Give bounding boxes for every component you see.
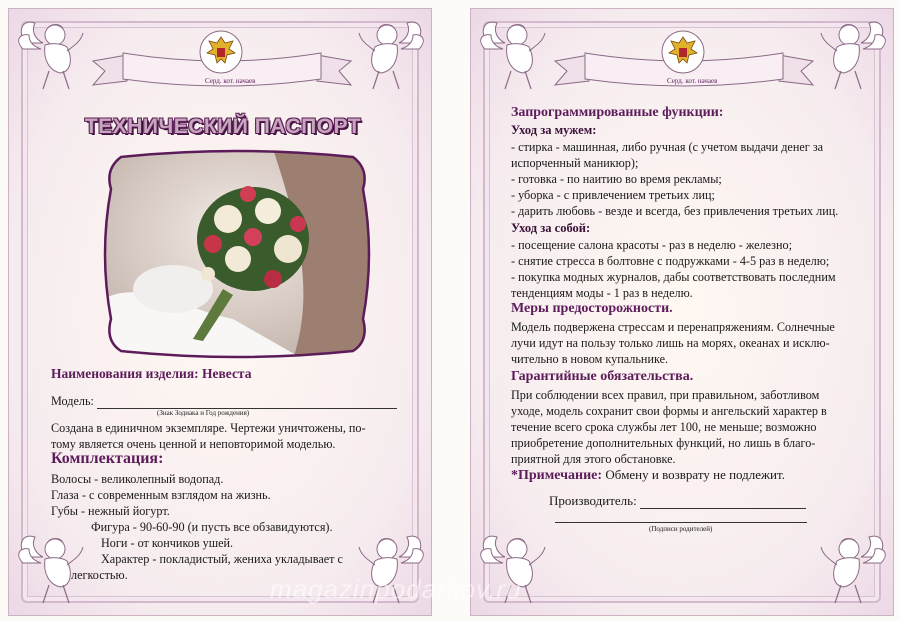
kit-heading: Комплектация: (51, 450, 164, 467)
husband-item: - стирка - машинная, либо ручная (с учетом выдачи денег за (511, 140, 824, 154)
kit-item: Фигура - 90-60-90 (и пусть все обзавидуются). (91, 520, 333, 534)
kit-item: Волосы - великолепный водопад. (51, 472, 224, 486)
self-item: - посещение салона красоты - раз в неделю - железно; (511, 238, 792, 252)
warranty-line: течение всего срока службы лет 100, не меньше; возможно (511, 420, 817, 434)
signature-blank-field[interactable] (555, 521, 807, 523)
warranty-line: уходе, модель сохранит свои формы и ангельский характер в (511, 404, 827, 418)
self-list (511, 237, 861, 301)
precautions-line: Модель подвержена стрессам и перенапряжениям. Солнечные (511, 320, 835, 334)
passport-left-page (8, 8, 432, 616)
precautions-line: чительно в новом купальнике. (511, 352, 669, 366)
note-label: *Примечание: (511, 468, 603, 483)
husband-item: испорченный маникюр); (511, 156, 639, 170)
note-text: Обмену и возврату не подлежит. (605, 467, 785, 482)
kit-item: Характер - покладистый, жениха укладывает с (101, 552, 343, 566)
husband-item: - дарить любовь - везде и всегда, без привлечения третьих лиц. (511, 204, 839, 218)
self-item: тенденциям моды - 1 раз в неделю. (511, 286, 693, 300)
product-name-value: Невеста (202, 366, 252, 381)
emblem-motto: Серд. кот. начаев (667, 77, 718, 85)
kit-item: Глаза - с современным взглядом на жизнь. (51, 488, 271, 502)
site-watermark: magazinpodarkov.ru (270, 574, 522, 604)
producer-blank-field[interactable] (640, 508, 806, 509)
kit-list (51, 471, 343, 583)
warranty-line: приятной для этого обстановке. (511, 452, 676, 466)
signature-caption: (Подписи родителей) (649, 525, 713, 533)
kit-item: легкостью. (71, 568, 128, 582)
warranty-text (511, 387, 861, 467)
cherub-top-left-icon (15, 15, 87, 95)
created-line: тому является очень ценной и неповторимой моделью. (51, 437, 336, 451)
warranty-line: При соблюдении всех правил, при правильном, заботливом (511, 388, 820, 402)
product-name-label: Наименования изделия: (51, 366, 199, 381)
cherub-top-left-icon (477, 15, 549, 95)
cherub-top-right-icon (817, 15, 889, 95)
producer-label: Производитель: (549, 493, 637, 508)
husband-list (511, 139, 861, 219)
bridal-bouquet-photo (103, 149, 371, 359)
emblem-motto: Серд. кот. начаев (205, 77, 256, 85)
warranty-heading: Гарантийные обязательства. (511, 369, 694, 384)
cherub-bottom-right-icon (817, 529, 889, 609)
precautions-text (511, 319, 861, 367)
self-item: - снятие стресса в болтовне с подружками - 4-5 раз в неделю; (511, 254, 830, 268)
warranty-line: приобретение дополнительных функций, но лишь в благо- (511, 436, 816, 450)
model-label: Модель: (51, 394, 94, 408)
self-item: - покупка модных журналов, дабы соответствовать последним (511, 270, 836, 284)
passport-right-page (470, 8, 894, 616)
husband-item: - готовка - по наитию во время рекламы; (511, 172, 722, 186)
created-text (51, 420, 366, 452)
husband-heading: Уход за мужем: (511, 123, 597, 137)
model-line (51, 393, 397, 409)
passport-title: ТЕХНИЧЕСКИЙ ПАСПОРТ (84, 115, 362, 138)
created-line: Создана в единичном экземпляре. Чертежи уничтожены, по- (51, 421, 366, 435)
producer-line (549, 493, 806, 509)
husband-item: - уборка - с привлечением третьих лиц; (511, 188, 715, 202)
self-heading: Уход за собой: (511, 221, 591, 235)
precautions-heading: Меры предосторожности. (511, 301, 673, 316)
product-name-line (51, 365, 251, 383)
precautions-line: лучи идут на пользу только лишь на морях, океанах и исклю- (511, 336, 830, 350)
cherub-top-right-icon (355, 15, 427, 95)
model-caption: (Знак Зодиака и Год рождения) (157, 409, 250, 417)
note-line (511, 467, 785, 484)
functions-heading: Запрограммированные функции: (511, 105, 724, 120)
kit-item: Губы - нежный йогурт. (51, 504, 170, 518)
double-eagle-emblem-icon (198, 29, 244, 75)
kit-item: Ноги - от кончиков ушей. (101, 536, 234, 550)
double-eagle-emblem-icon (660, 29, 706, 75)
